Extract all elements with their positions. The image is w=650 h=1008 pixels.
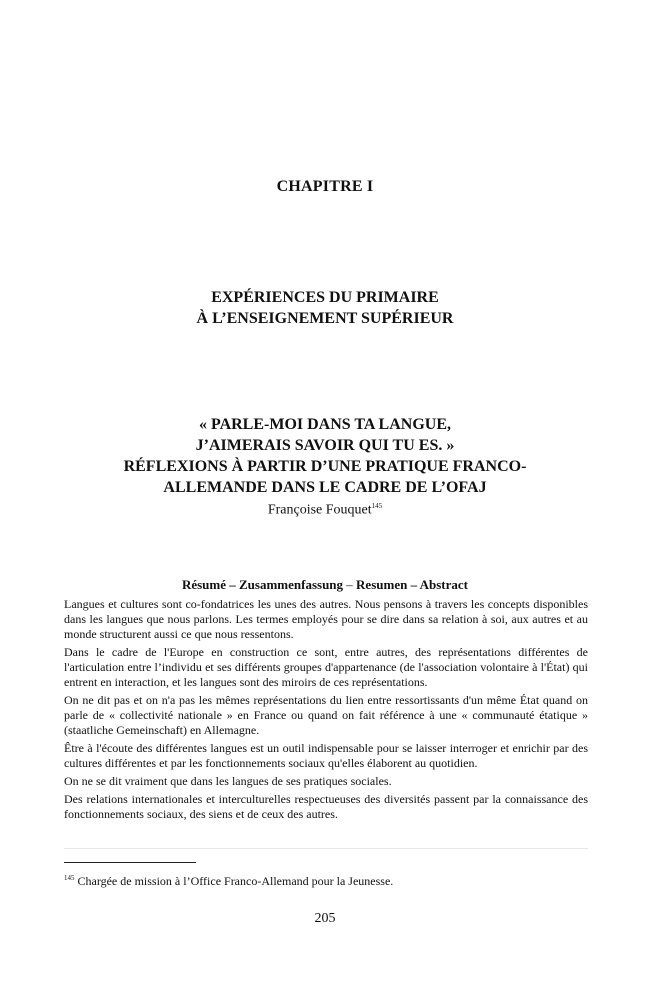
abstract-paragraph: Langues et cultures sont co-fondatrices les unes des autres. Nous pensons à travers les concepts disponibles dans les langues que nous parlons. Les termes employés pour se dire dans sa relation à soi, aux autres et au monde structurent aussi ce que nous ressentons. — [64, 597, 588, 641]
footnote — [64, 871, 588, 889]
footnote-separator — [64, 862, 196, 863]
heading-resume: Résumé — [181, 577, 227, 592]
heading-abstract: Abstract — [419, 577, 469, 592]
abstract-paragraph: On ne se dit vraiment que dans les langues de ses pratiques sociales. — [64, 774, 392, 788]
heading-separator: – — [226, 577, 240, 592]
abstract-paragraph: On ne dit pas et on n'a pas les mêmes représentations du lien entre ressortissants d'un même État quand on parle de « collectivité nationale » en France ou quand on fait référence à une « communauté étatique » (staatliche Gemeinschaft) en Allemagne. — [64, 693, 588, 737]
abstract-paragraph: Des relations internationales et interculturelles respectueuses des diversités passent par la connaissance des fonctionnements sociaux, des siens et de ceux des autres. — [64, 792, 588, 821]
footnote-number: 145 — [64, 874, 75, 882]
author-footnote-ref[interactable]: 145 — [371, 502, 383, 510]
abstract-divider — [64, 848, 588, 849]
abstract-heading — [0, 577, 650, 593]
abstract-paragraph: Être à l'écoute des différentes langues est un outil indispensable pour se laisser interroger et enrichir par des cultures différentes et par les fonctionnements sociaux qu'elles élaborent au quotidien. — [64, 741, 588, 770]
heading-zusammenfassung: Zusammenfassung — [239, 577, 344, 592]
footnote-text: Chargée de mission à l’Office Franco-Allemand pour la Jeunesse. — [74, 874, 394, 888]
part-title-line-2: À L’ENSEIGNEMENT SUPÉRIEUR — [196, 310, 454, 327]
chapter-heading: CHAPITRE I — [276, 178, 374, 195]
abstract-paragraph: Dans le cadre de l'Europe en construction ce sont, entre autres, des représentations différentes de l'articulation entre l’individu et ses différents groupes d'appartenance (de l'association volontaire à l'État) qui entrent en interaction, et les langues sont des miroirs de ces représentations. — [64, 645, 588, 689]
article-title-line-2: J’AIMERAIS SAVOIR QUI TU ES. » — [195, 437, 455, 454]
part-title-line-1: EXPÉRIENCES DU PRIMAIRE — [211, 289, 439, 306]
article-title — [0, 414, 650, 498]
page-number: 205 — [314, 911, 336, 926]
heading-separator: – — [343, 577, 357, 592]
article-title-line-1: « PARLE-MOI DANS TA LANGUE, — [198, 416, 452, 433]
article-title-line-3: RÉFLEXIONS À PARTIR D’UNE PRATIQUE FRANCO- — [123, 458, 527, 475]
heading-resumen: Resumen — [356, 577, 408, 592]
article-title-line-4: ALLEMANDE DANS LE CADRE DE L’OFAJ — [163, 479, 487, 496]
part-title — [0, 287, 650, 329]
author-name: Françoise Fouquet — [267, 502, 372, 518]
author-line — [0, 502, 650, 519]
heading-separator: – — [407, 577, 420, 592]
abstract-body — [64, 597, 588, 825]
